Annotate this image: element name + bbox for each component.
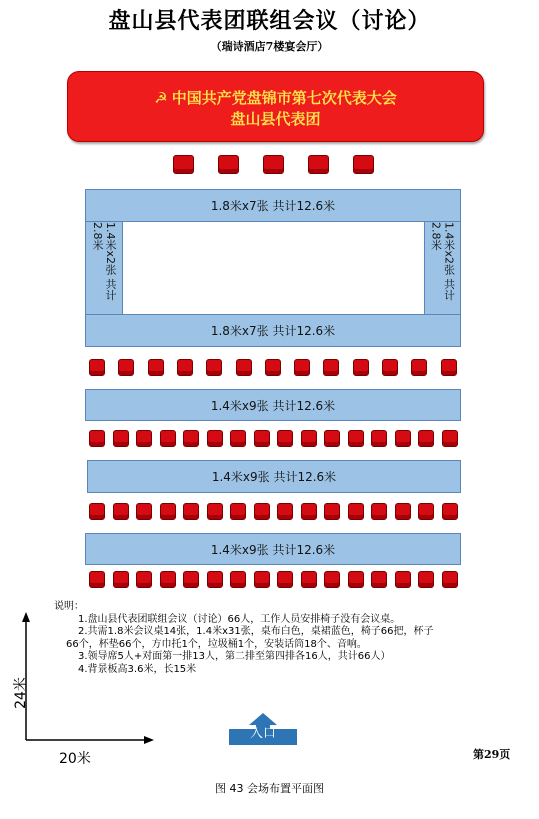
chair [348, 571, 364, 588]
page-title: 盘山县代表团联组会议（讨论） [108, 8, 431, 34]
chair [371, 503, 387, 520]
chair [254, 503, 270, 520]
chair [89, 359, 105, 376]
chair [207, 430, 223, 447]
figure-caption: 图 43 会场布置平面图 [215, 782, 324, 795]
banner-line-1 [68, 87, 483, 108]
chair [395, 503, 411, 520]
chair [89, 571, 105, 588]
chair [277, 503, 293, 520]
chair [230, 503, 246, 520]
note-2a: 2.共需1.8米会议桌14张，1.4米x31张，桌布白色，桌裙蓝色，椅子66把，杯子 [78, 626, 434, 637]
note-4: 4.背景板高3.6米，长15米 [78, 663, 197, 675]
chair [177, 359, 193, 376]
chair [230, 571, 246, 588]
venue-subtitle: （瑞诗酒店7楼宴会厅） [210, 40, 329, 53]
chair [160, 503, 176, 520]
table-right-side-label: 1.4米x2张 共计2.8米 [429, 222, 456, 301]
chair [323, 359, 339, 376]
chair [411, 359, 427, 376]
dimension-axes [0, 600, 170, 750]
chair [265, 359, 281, 376]
chair [442, 571, 458, 588]
table-bottom-long-label: 1.8米x7张 共计12.6米 [210, 324, 336, 338]
table-row-2-label: 1.4米x9张 共计12.6米 [211, 470, 337, 484]
chair [254, 430, 270, 447]
chair [207, 571, 223, 588]
chair [348, 430, 364, 447]
note-2b: 66个，杯垫66个，方巾托1个，垃圾桶1个，安装话筒18个、音响。 [66, 638, 367, 650]
chair [353, 155, 374, 174]
chair [418, 430, 434, 447]
chair [301, 503, 317, 520]
chair [183, 430, 199, 447]
notes-heading: 说明： [54, 601, 84, 612]
table-right-side [424, 221, 461, 315]
chair [442, 430, 458, 447]
table-top-long-label: 1.8米x7张 共计12.6米 [210, 199, 336, 213]
chair [136, 430, 152, 447]
chair [353, 359, 369, 376]
chair [218, 155, 239, 174]
chair [301, 430, 317, 447]
chair [113, 503, 129, 520]
chair [324, 503, 340, 520]
chair [160, 571, 176, 588]
chair [324, 430, 340, 447]
chair [236, 359, 252, 376]
stage-backdrop-banner [67, 71, 484, 142]
chair [118, 359, 134, 376]
table-row-3 [85, 533, 461, 565]
table-row-3-label: 1.4米x9张 共计12.6米 [210, 542, 336, 557]
party-emblem-icon: ☭ [154, 89, 168, 107]
chair [442, 503, 458, 520]
note-1: 1.盘山县代表团联组会议（讨论）66人，工作人员安排椅子没有会议桌。 [78, 613, 401, 625]
chair [308, 155, 329, 174]
chair [148, 359, 164, 376]
height-arrow-icon [22, 612, 30, 622]
chair [230, 430, 246, 447]
chair [395, 571, 411, 588]
chair [348, 503, 364, 520]
chair [277, 571, 293, 588]
chair [136, 571, 152, 588]
chair [89, 430, 105, 447]
banner-line-2: 盘山县代表团 [230, 110, 321, 128]
chair [160, 430, 176, 447]
chair [183, 571, 199, 588]
chair [371, 430, 387, 447]
chair [263, 155, 284, 174]
chair [301, 571, 317, 588]
chair [113, 571, 129, 588]
table-left-side [85, 221, 123, 315]
dimension-width-label: 20米 [59, 751, 91, 767]
page-number: 第29页 [473, 748, 511, 761]
chair [418, 503, 434, 520]
table-top-long [85, 189, 461, 222]
chair [173, 155, 194, 174]
table-row-1 [85, 389, 461, 421]
chair [113, 430, 129, 447]
note-3: 3.领导席5人+对面第一排13人，第二排至第四排各16人，共计66人） [78, 651, 391, 662]
chair [254, 571, 270, 588]
table-bottom-long [85, 314, 461, 347]
chair [395, 430, 411, 447]
chair [371, 571, 387, 588]
table-row-1-label: 1.4米x9张 共计12.6米 [210, 398, 336, 413]
chair [206, 359, 222, 376]
chair [277, 430, 293, 447]
banner-line-1-text: 中国共产党盘锦市第七次代表大会 [171, 89, 397, 107]
dimension-height-label: 24米 [12, 677, 29, 709]
table-left-side-label: 1.4米x2张 共计2.8米 [91, 222, 117, 301]
chair [324, 571, 340, 588]
chair [382, 359, 398, 376]
chair [207, 503, 223, 520]
entrance-label: 入口 [249, 726, 276, 741]
chair [418, 571, 434, 588]
chair [183, 503, 199, 520]
width-arrow-icon [144, 736, 154, 744]
table-ring-center [122, 221, 425, 315]
chair [441, 359, 457, 376]
chair [89, 503, 105, 520]
chair [294, 359, 310, 376]
chair [136, 503, 152, 520]
table-row-2 [87, 460, 461, 493]
